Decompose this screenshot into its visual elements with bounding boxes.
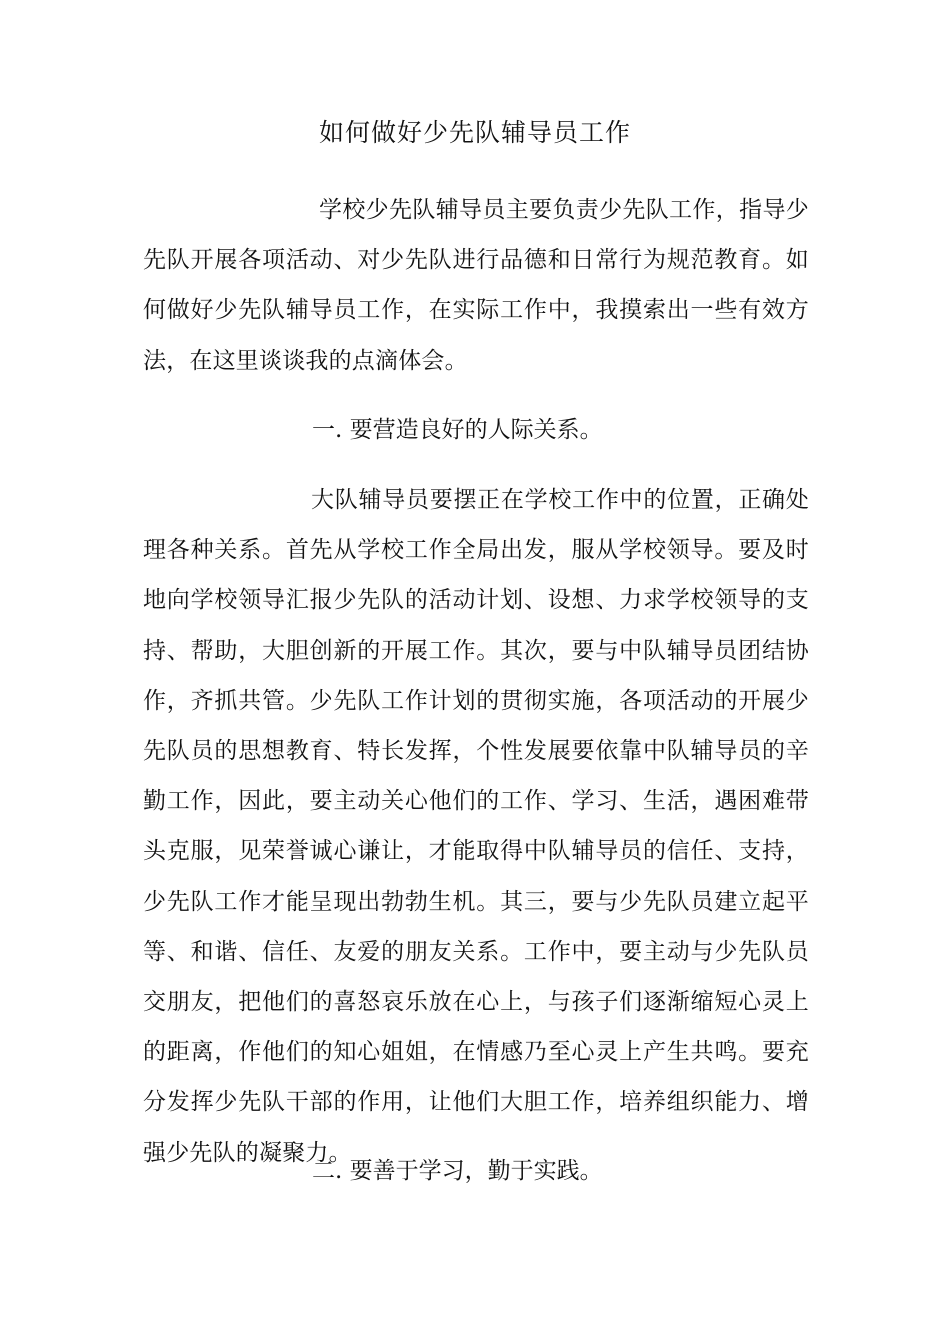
section-heading-1: 一. 要营造良好的人际关系。 bbox=[312, 417, 603, 443]
section-1-paragraph: 大队辅导员要摆正在学校工作中的位置，正确处理各种关系。首先从学校工作全局出发，服从学校领导。要及时地向学校领导汇报少先队的活动计划、设想、力求学校领导的支持、帮助，大胆创新的开展工作。其次，要与中队辅导员团结协作，齐抓共管。少先队工作计划的贯彻实施，各项活动的开展少先队员的思想教育、特长发挥，个性发展要依靠中队辅导员的辛勤工作，因此，要主动关心他们的工作、学习、生活，遇困难带头克服，见荣誉诚心谦让，才能取得中队辅导员的信任、支持，少先队工作才能呈现出勃勃生机。其三，要与少先队员建立起平等、和谐、信任、友爱的朋友关系。工作中，要主动与少先队员交朋友，把他们的喜怒哀乐放在心上，与孩子们逐渐缩短心灵上的距离，作他们的知心姐姐，在情感乃至心灵上产生共鸣。要充分发挥少先队干部的作用，让他们大胆工作，培养组织能力、增强少先队的凝聚力。 bbox=[143, 487, 809, 1166]
section-heading-2: 二. 要善于学习，勤于实践。 bbox=[312, 1158, 603, 1184]
intro-paragraph: 学校少先队辅导员主要负责少先队工作，指导少先队开展各项活动、对少先队进行品德和日常行为规范教育。如何做好少先队辅导员工作，在实际工作中，我摸索出一些有效方法，在这里谈谈我的点滴体会。 bbox=[143, 197, 809, 374]
document-title: 如何做好少先队辅导员工作 bbox=[318, 118, 631, 147]
